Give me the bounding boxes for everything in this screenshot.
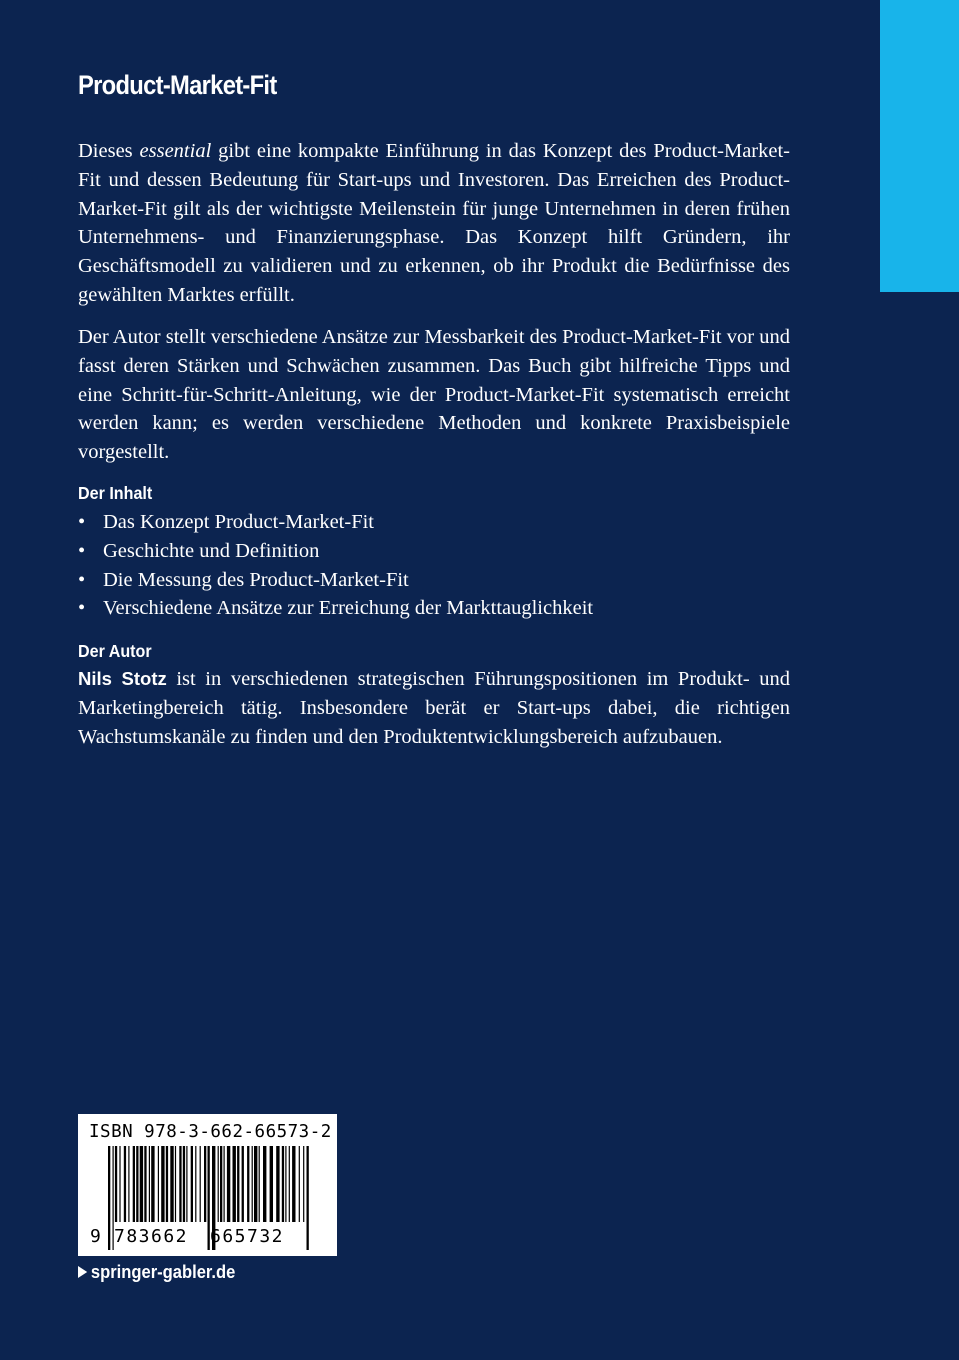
barcode-bar bbox=[136, 1146, 138, 1222]
barcode-bar bbox=[270, 1146, 273, 1222]
barcode-bar bbox=[195, 1146, 196, 1222]
barcode-bar bbox=[179, 1146, 181, 1222]
barcode-bar bbox=[119, 1146, 120, 1222]
barcode-bar bbox=[242, 1146, 244, 1222]
isbn-barcode bbox=[78, 1114, 337, 1256]
barcode-bar bbox=[140, 1146, 143, 1222]
barcode-bar bbox=[289, 1146, 290, 1222]
barcode-bar bbox=[183, 1146, 185, 1222]
publisher-url[interactable] bbox=[78, 1262, 235, 1283]
barcode-bar bbox=[175, 1146, 176, 1222]
barcode-digits-right: 665732 bbox=[210, 1226, 285, 1247]
barcode-bar bbox=[191, 1146, 193, 1222]
barcode-bar bbox=[200, 1146, 201, 1222]
barcode-bar bbox=[204, 1146, 206, 1222]
barcode-bar bbox=[158, 1146, 159, 1222]
intro-emphasis: essential bbox=[139, 140, 212, 162]
bullet-icon: • bbox=[78, 511, 86, 533]
author-heading: Der Autor bbox=[78, 641, 152, 661]
barcode-bar bbox=[108, 1146, 110, 1250]
barcode-bar bbox=[170, 1146, 173, 1222]
isbn-label: ISBN 978-3-662-66573-2 bbox=[89, 1122, 332, 1142]
barcode-bar bbox=[128, 1146, 129, 1222]
barcode-bar bbox=[292, 1146, 295, 1222]
barcode-bar bbox=[144, 1146, 146, 1222]
barcode-bar bbox=[161, 1146, 164, 1222]
barcode-bar bbox=[303, 1146, 304, 1222]
publisher-url-text: springer-gabler.de bbox=[90, 1262, 236, 1282]
barcode-bar bbox=[285, 1146, 286, 1222]
barcode-bar bbox=[124, 1146, 126, 1222]
accent-color-bar bbox=[880, 0, 959, 292]
barcode-bar bbox=[259, 1146, 260, 1222]
barcode-bar bbox=[247, 1146, 249, 1222]
list-item bbox=[78, 508, 593, 537]
barcode-bar bbox=[149, 1146, 150, 1222]
barcode-bar bbox=[263, 1146, 266, 1222]
barcode-bar bbox=[237, 1146, 239, 1222]
list-item bbox=[78, 594, 593, 623]
description-paragraph: Der Autor stellt verschiedene Ansätze zur Messbarkeit des Product-Market-Fit vor und fasst deren Stärken und Schwächen zusammen. Das Buch gibt hilfreiche Tipps und eine Schritt-für-Schritt-Anleitung, wie der Product-Market-Fit systematisch erreicht werden kann; es werden verschiedene Methoden und konkrete Praxisbeispiele vorgestellt. bbox=[78, 326, 790, 464]
arrow-right-icon bbox=[78, 1266, 87, 1278]
author-bio bbox=[78, 665, 790, 751]
list-item-text: Verschiedene Ansätze zur Erreichung der Markttauglichkeit bbox=[103, 597, 594, 620]
intro-rest: gibt eine kompakte Einführung in das Konzept des Product-Market-Fit und dessen Bedeutung für Start-ups und Investoren. Das Erreichen des Product-Market-Fit gilt als der wichtigste Meilenstein für junge Unternehmen in deren frühen Unternehmens- und Finanzierungsphase. Das Konzept hilft Gründern, ihr Geschäftsmodell zu validieren und zu erkennen, ob ihr Produkt die Bedürfnisse des gewählten Marktes erfüllt. bbox=[78, 140, 791, 306]
bullet-icon: • bbox=[78, 539, 86, 562]
barcode-bar bbox=[218, 1146, 219, 1222]
intro-lead: Dieses bbox=[78, 140, 133, 162]
barcode-digits-left: 783662 bbox=[114, 1226, 189, 1247]
barcode-bar bbox=[220, 1146, 222, 1222]
list-item bbox=[78, 537, 593, 566]
barcode-bar bbox=[224, 1146, 225, 1222]
barcode-bar bbox=[252, 1146, 253, 1222]
barcode-bar bbox=[276, 1146, 279, 1222]
barcode-bar bbox=[227, 1146, 230, 1222]
barcode-bar bbox=[186, 1146, 187, 1222]
barcode-bar bbox=[166, 1146, 168, 1222]
barcode-bar bbox=[254, 1146, 257, 1222]
barcode-bar bbox=[282, 1146, 284, 1222]
book-title: Product-Market-Fit bbox=[78, 70, 277, 100]
list-item-text: Das Konzept Product-Market-Fit bbox=[103, 511, 374, 533]
barcode-bar bbox=[151, 1146, 154, 1222]
list-item-text: Die Messung des Product-Market-Fit bbox=[103, 568, 409, 591]
barcode-bar bbox=[115, 1146, 117, 1222]
bullet-icon: • bbox=[78, 597, 86, 620]
list-item bbox=[78, 566, 593, 595]
barcode-bar bbox=[299, 1146, 300, 1222]
contents-list bbox=[78, 508, 593, 623]
author-name: Nils Stotz bbox=[78, 668, 167, 689]
barcode-bar bbox=[233, 1146, 236, 1222]
list-item-text: Geschichte und Definition bbox=[103, 539, 320, 562]
barcode-digit-first: 9 bbox=[90, 1226, 101, 1247]
intro-paragraph bbox=[78, 137, 790, 310]
contents-heading: Der Inhalt bbox=[78, 483, 153, 503]
barcode-bar bbox=[133, 1146, 135, 1222]
author-bio-text: ist in verschiedenen strategischen Führungspositionen im Produkt- und Marketingbereich tätig. Insbesondere berät er Start-ups dabei, die richtigen Wachstumskanäle zu finden und den Produktentwicklungsbereich aufzubauen. bbox=[78, 668, 790, 748]
bullet-icon: • bbox=[78, 568, 86, 591]
barcode-bar bbox=[307, 1146, 309, 1250]
